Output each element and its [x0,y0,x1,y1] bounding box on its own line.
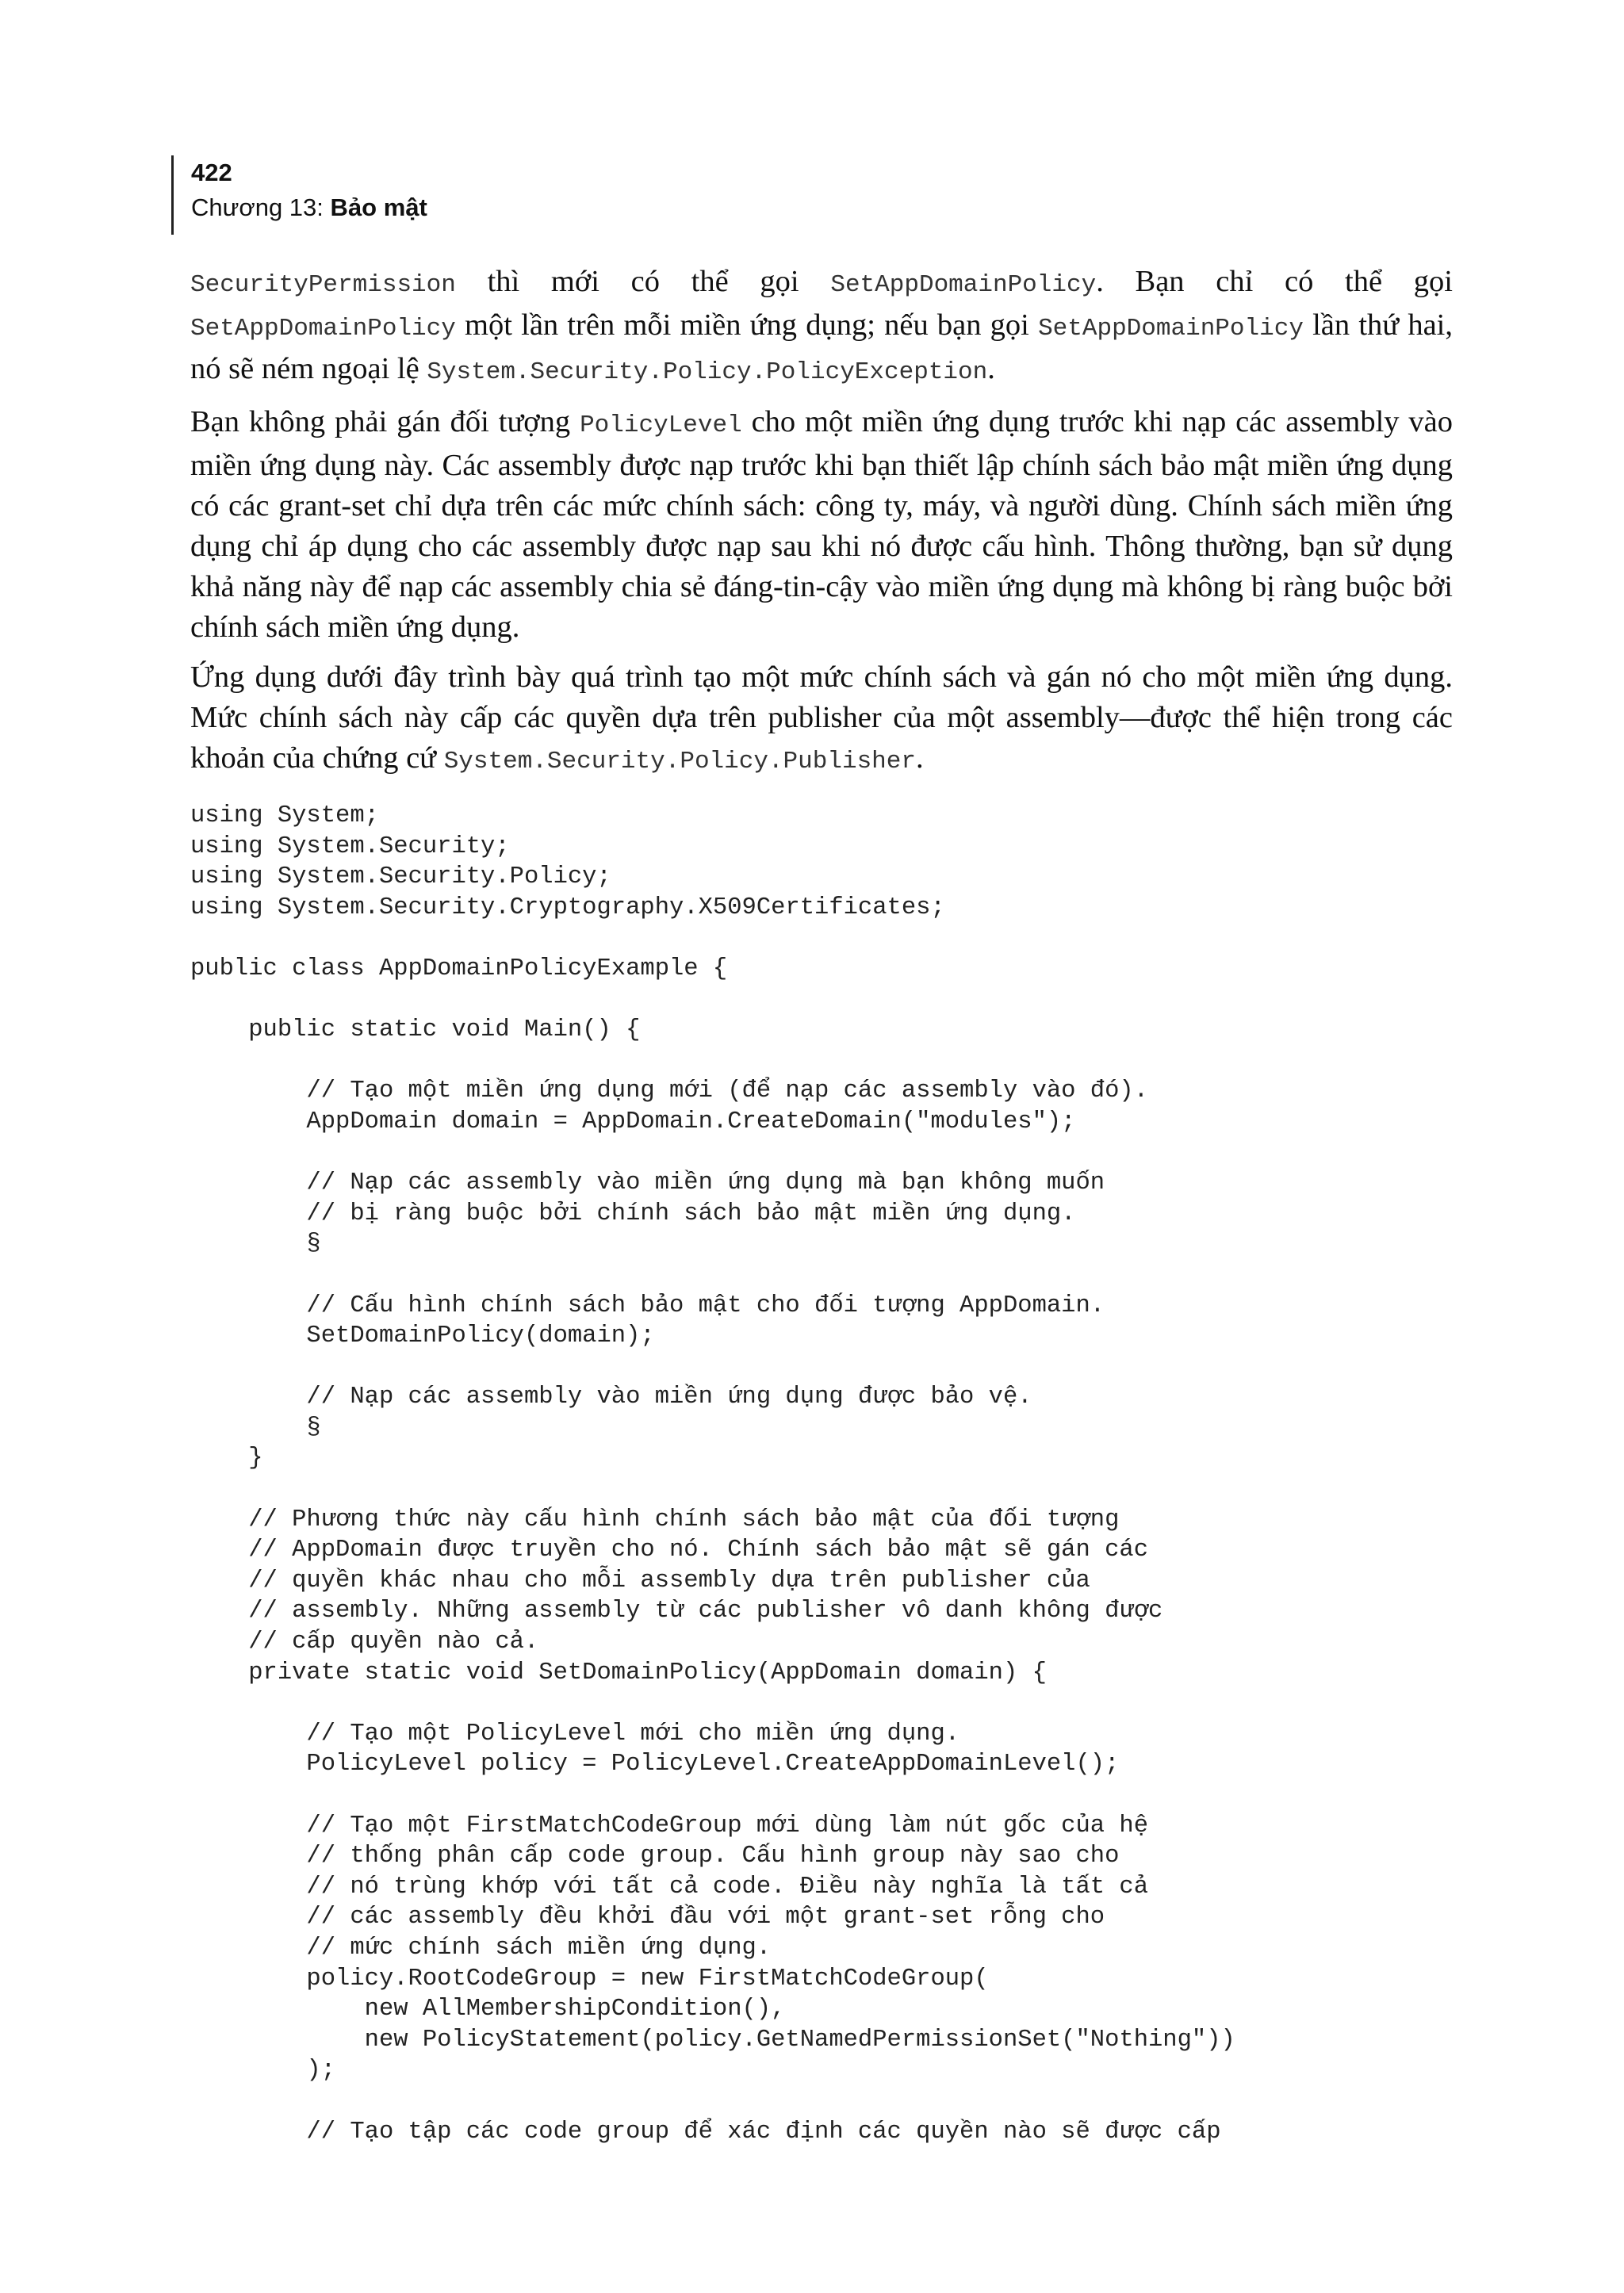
paragraph-text: Bạn không phải gán đối tượng [190,405,580,438]
inline-code: SecurityPermission [190,271,456,299]
inline-code: SetAppDomainPolicy [190,315,456,343]
inline-code: System.Security.Policy.Publisher [443,748,916,775]
paragraph-text: . [987,352,995,385]
chapter-prefix: Chương 13: [191,193,331,221]
inline-code: PolicyLevel [580,412,742,439]
paragraph-text: một lần trên mỗi miền ứng dụng; nếu bạn gọi [455,308,1039,342]
paragraph-text: lần thứ hai, nó sẽ ném ngoại lệ [190,308,1454,385]
page-number: 422 [191,159,232,186]
code-listing: using System; using System.Security; using System.Security.Policy; using System.Security.Cryptography.X509Certificates; public class AppDomainPolicyExample { public static void Main() { // Tạo một miền ứng dụng mới (để nạp các assembly vào đó). AppDomain domain = AppDomain.CreateDomain("modules"); // Nạp các assembly vào miền ứng dụng mà bạn không muốn // bị ràng buộc bởi chính sách bảo mật miền ứng dụng. § // Cấu hình chính sách bảo mật cho đối tượng AppDomain. SetDomainPolicy(domain); // Nạp các assembly vào miền ứng dụng được bảo vệ. § } // Phương thức này cấu hình chính sách bảo mật của đối tượng // AppDomain được truyền cho nó. Chính sách bảo mật sẽ gán các // quyền khác nhau cho mỗi assembly dựa trên publisher của // assembly. Những assembly từ các publisher vô danh không được // cấp quyền nào cả. private static void SetDomainPolicy(AppDomain domain) { // Tạo một PolicyLevel mới cho miền ứng dụng. PolicyLevel policy = PolicyLevel.CreateAppDomainLevel(); // Tạo một FirstMatchCodeGroup mới dùng làm nút gốc của hệ // thống phân cấp code group. Cấu hình group này sao cho // nó trùng khớp với tất cả code. Điều này nghĩa là tất cả // các assembly đều khởi đầu với một grant-set rỗng cho // mức chính sách miền ứng dụng. policy.RootCodeGroup = new FirstMatchCodeGroup( new AllMembershipCondition(), new PolicyStatement(policy.GetNamedPermissionSet("Nothing")) ); // Tạo tập các code group để xác định các quyền nào sẽ được cấp [190,802,1235,2146]
chapter-heading [191,190,427,225]
paragraph-text: . [915,741,924,775]
inline-code: SetAppDomainPolicy [830,271,1097,299]
inline-code: SetAppDomainPolicy [1038,315,1304,343]
paragraph-text: thì mới có thể gọi [455,265,831,298]
paragraph-1 [190,262,1453,392]
paragraph-text: cho một miền ứng dụng trước khi nạp các assembly vào miền ứng dụng này. Các assembly được nạp trước khi bạn thiết lập chính sách bảo mật miền ứng dụng có các grant-set chỉ dựa trên các mức chính sách: công ty, máy, và người dùng. Chính sách miền ứng dụng chỉ áp dụng cho các assembly được nạp sau khi nó được cấu hình. Thông thường, bạn sử dụng khả năng này để nạp các assembly chia sẻ đáng-tin-cậy vào miền ứng dụng mà không bị ràng buộc bởi chính sách miền ứng dụng. [190,405,1453,644]
paragraph-3 [190,657,1453,782]
paragraph-2 [190,402,1453,648]
paragraph-text: Ứng dụng dưới đây trình bày quá trình tạo một mức chính sách và gán nó cho một miền ứng dụng. Mức chính sách này cấp các quyền dựa trên publisher của một assembly—được thể hiện trong các khoản của chứng cứ [190,660,1453,775]
page-header [171,155,427,235]
page-body [190,262,1453,2147]
paragraph-text: . Bạn chỉ có thể gọi [1096,265,1454,298]
chapter-title: Bảo mật [330,193,427,221]
inline-code: System.Security.Policy.PolicyException [427,358,988,386]
